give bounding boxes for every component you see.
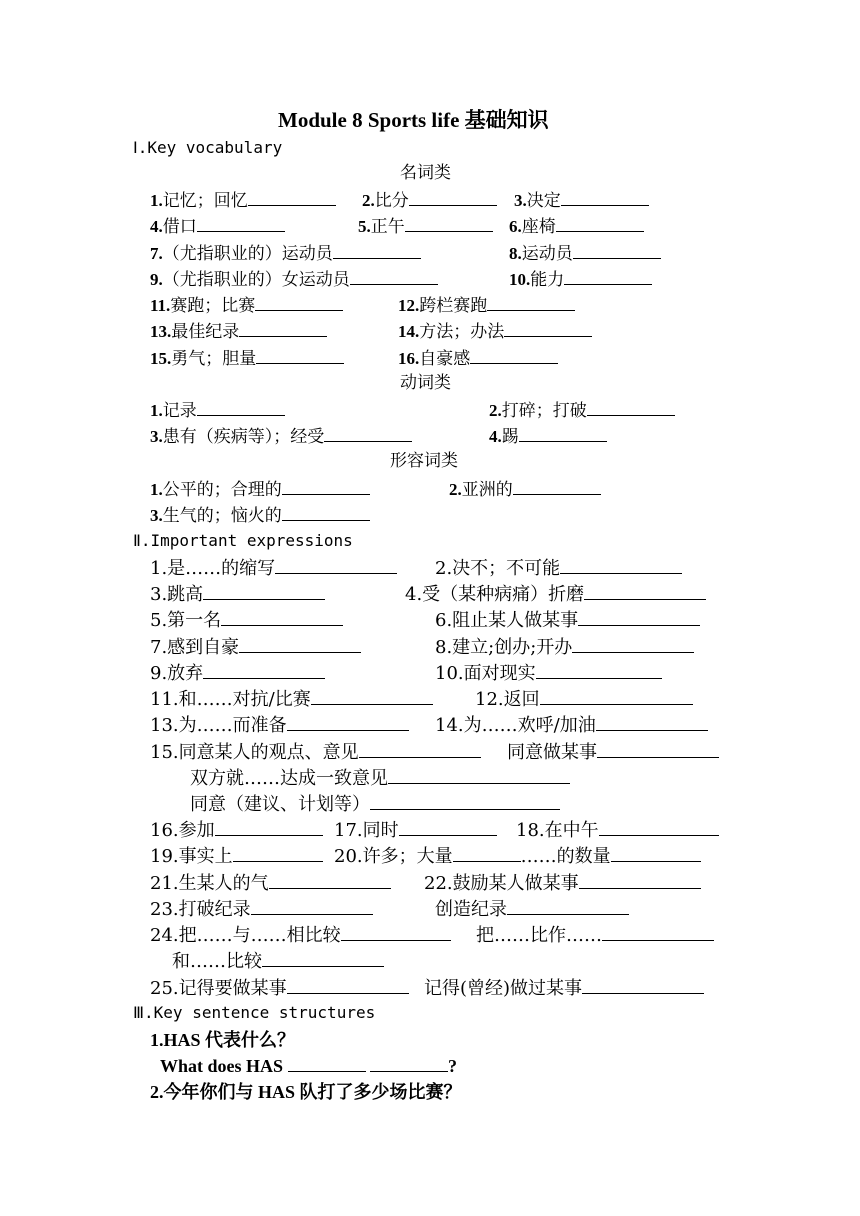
- expression-item: 20.许多；大量 ……的数量: [334, 847, 701, 866]
- vocab-item: 2.亚洲的: [449, 480, 601, 499]
- section-heading-vocabulary: Ⅰ.Key vocabulary: [133, 138, 283, 157]
- expression-item: 同意（建议、计划等）: [190, 795, 560, 814]
- expression-item: 双方就……达成一致意见: [190, 769, 570, 788]
- vocab-item: 4.借口: [150, 217, 285, 236]
- expression-item: 6.阻止某人做某事: [435, 611, 700, 630]
- page-title: Module 8 Sports life 基础知识: [278, 108, 549, 132]
- vocab-item: 16.自豪感: [398, 349, 558, 368]
- vocab-item: 5.正午: [358, 217, 493, 236]
- section-heading-expressions: Ⅱ.Important expressions: [133, 531, 353, 550]
- expression-item: 18.在中午: [516, 821, 719, 840]
- vocab-item: 9.（尤指职业的）女运动员: [150, 270, 438, 289]
- expression-item: 22.鼓励某人做某事: [424, 874, 701, 893]
- expression-item: 8.建立;创办;开办: [435, 638, 694, 657]
- vocab-item: 11.赛跑；比赛: [150, 296, 343, 315]
- vocab-item: 14.方法；办法: [398, 322, 592, 341]
- vocab-item: 10.能力: [509, 270, 652, 289]
- expression-item: 16.参加: [150, 821, 323, 840]
- vocab-item: 4.踢: [489, 427, 607, 446]
- expression-item: 把……比作……: [476, 926, 714, 945]
- expression-item: 24.把……与……相比较: [150, 926, 451, 945]
- expression-item: 5.第一名: [150, 611, 343, 630]
- expression-item: 21.生某人的气: [150, 874, 391, 893]
- expression-item: 19.事实上: [150, 847, 323, 866]
- vocab-item: 3.决定: [514, 191, 649, 210]
- vocab-item: 2.比分: [362, 191, 497, 210]
- adjective-heading: 形容词类: [390, 451, 458, 471]
- expression-item: 25.记得要做某事: [150, 979, 409, 998]
- vocab-item: 1.记忆；回忆: [150, 191, 336, 210]
- expression-item: 同意做某事: [507, 743, 719, 762]
- vocab-item: 6.座椅: [509, 217, 644, 236]
- expression-item: 23.打破纪录: [150, 900, 373, 919]
- vocab-item: 12.跨栏赛跑: [398, 296, 575, 315]
- expression-item: 1.是……的缩写: [150, 559, 397, 578]
- sentence-question-1: 1.HAS 代表什么？: [150, 1030, 296, 1050]
- expression-item: 10.面对现实: [435, 664, 662, 683]
- expression-item: 创造纪录: [435, 900, 629, 919]
- section-heading-structures: Ⅲ.Key sentence structures: [133, 1003, 376, 1022]
- sentence-answer-1: What does HAS ?: [160, 1056, 458, 1076]
- vocab-item: 7.（尤指职业的）运动员: [150, 244, 421, 263]
- expression-item: 15.同意某人的观点、意见: [150, 743, 481, 762]
- expression-item: 9.放弃: [150, 664, 325, 683]
- expression-item: 11.和……对抗/比赛: [150, 690, 433, 709]
- vocab-item: 1.公平的；合理的: [150, 480, 370, 499]
- expression-item: 12.返回: [475, 690, 693, 709]
- vocab-item: 3.患有（疾病等）；经受: [150, 427, 412, 446]
- vocab-item: 2.打碎；打破: [489, 401, 675, 420]
- expression-item: 14.为……欢呼/加油: [435, 716, 708, 735]
- vocab-item: 3.生气的；恼火的: [150, 506, 370, 525]
- verb-heading: 动词类: [400, 373, 451, 393]
- vocab-item: 1.记录: [150, 401, 285, 420]
- sentence-question-2: 2.今年你们与 HAS 队打了多少场比赛？: [150, 1082, 462, 1102]
- expression-item: 记得(曾经)做过某事: [424, 979, 704, 998]
- vocab-item: 8.运动员: [509, 244, 661, 263]
- expression-item: 2.决不；不可能: [435, 559, 682, 578]
- expression-item: 和……比较: [172, 952, 384, 971]
- vocab-item: 15.勇气；胆量: [150, 349, 344, 368]
- expression-item: 7.感到自豪: [150, 638, 361, 657]
- expression-item: 17.同时: [334, 821, 497, 840]
- expression-item: 4.受（某种病痛）折磨: [405, 585, 706, 604]
- vocab-item: 13.最佳纪录: [150, 322, 327, 341]
- noun-heading: 名词类: [400, 163, 451, 183]
- expression-item: 13.为……而准备: [150, 716, 409, 735]
- expression-item: 3.跳高: [150, 585, 325, 604]
